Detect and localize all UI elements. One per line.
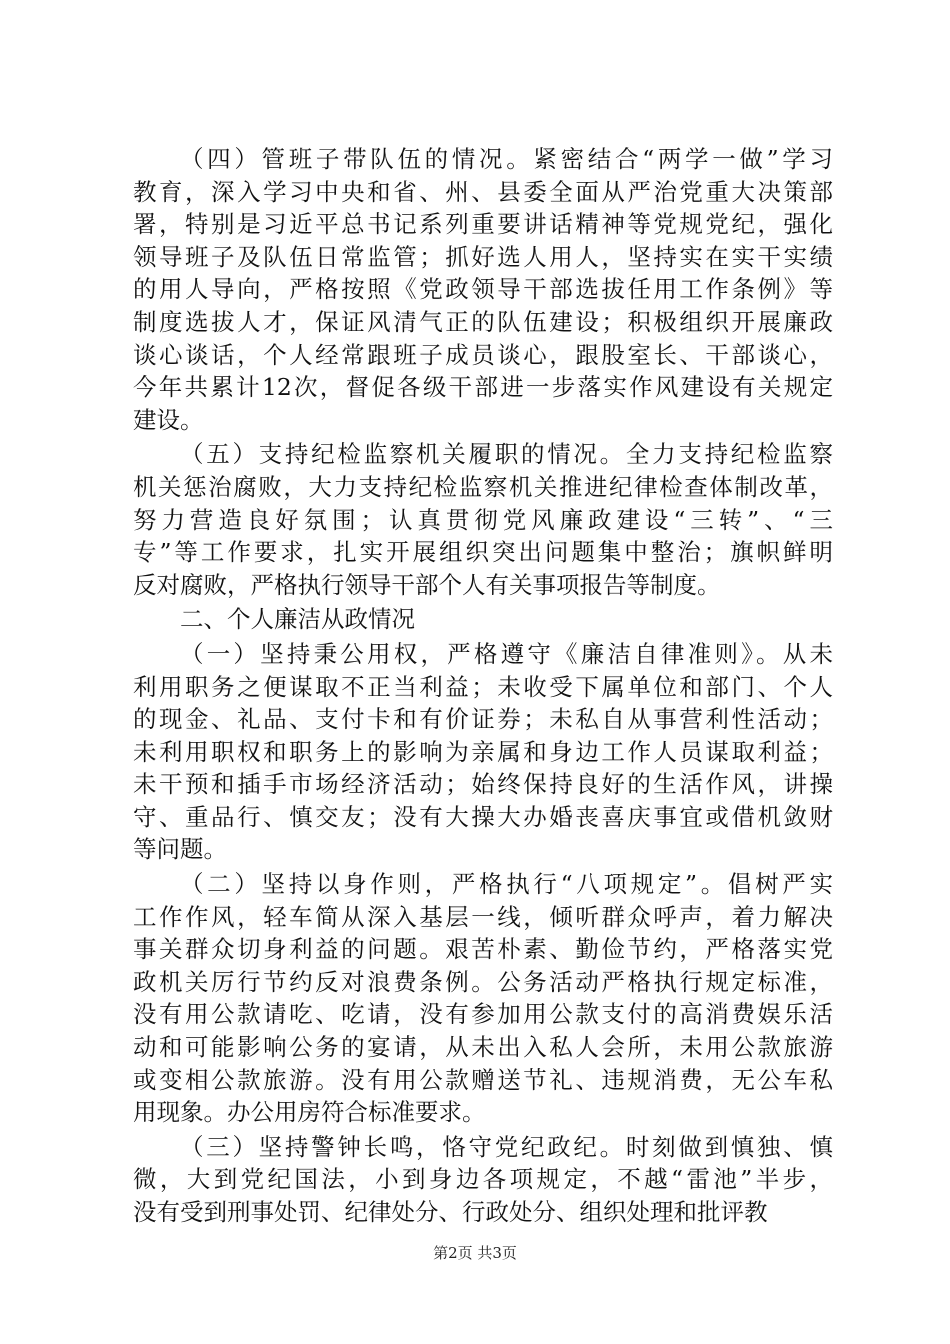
paragraph: [133, 868, 833, 1129]
paragraph-gap: [133, 1229, 833, 1231]
text-line: 今年共累计12次，督促各级干部进一步落实作风建设有关规定: [133, 373, 833, 402]
text-line: 二、个人廉洁从政情况: [180, 605, 415, 634]
text-line: （四）管班子带队伍的情况。紧密结合“两学一做”学习: [180, 145, 833, 173]
text-line: 事关群众切身利益的问题。艰苦朴素、勤俭节约，严格落实党: [133, 935, 833, 964]
text-line: 或变相公款旅游。没有用公款赠送节礼、违规消费，无公车私: [133, 1065, 833, 1094]
text-line: 领导班子及队伍日常监管；抓好选人用人，坚持实在实干实绩: [133, 242, 833, 271]
text-line: 政机关厉行节约反对浪费条例。公务活动严格执行规定标准，: [133, 967, 833, 996]
text-line: 反对腐败，严格执行领导干部个人有关事项报告等制度。: [133, 570, 721, 599]
text-line: （一）坚持秉公用权，严格遵守《廉洁自律准则》。从未: [180, 639, 833, 668]
text-line: 微，大到党纪国法，小到身边各项规定，不越“雷池”半步，: [133, 1165, 833, 1194]
text-line: 未干预和插手市场经济活动；始终保持良好的生活作风，讲操: [133, 770, 833, 799]
text-line: 教育，深入学习中央和省、州、县委全面从严治党重大决策部: [133, 177, 833, 206]
text-line: 的现金、礼品、支付卡和有价证券；未私自从事营利性活动；: [133, 705, 833, 734]
text-line: 努力营造良好氛围；认真贯彻党风廉政建设“三转”、“三: [133, 505, 833, 534]
text-line: 没有受到刑事处罚、纪律处分、行政处分、组织处理和批评教: [133, 1198, 768, 1226]
text-line: （三）坚持警钟长鸣，恪守党纪政纪。时刻做到慎独、慎: [180, 1132, 833, 1161]
text-line: （二）坚持以身作则，严格执行“八项规定”。倡树严实: [180, 870, 833, 899]
text-line: 没有用公款请吃、吃请，没有参加用公款支付的高消费娱乐活: [133, 1000, 833, 1029]
text-line: 专”等工作要求，扎实开展组织突出问题集中整治；旗帜鲜明: [133, 538, 833, 567]
document-body: [133, 143, 833, 1231]
text-line: 动和可能影响公务的宴请，从未出入私人会所，未用公款旅游: [133, 1033, 833, 1062]
text-line: （五）支持纪检监察机关履职的情况。全力支持纪检监察: [180, 440, 833, 469]
text-line: 工作作风，轻车简从深入基层一线，倾听群众呼声，着力解决: [133, 902, 833, 931]
text-line: 等问题。: [133, 835, 227, 864]
paragraph: [133, 603, 833, 636]
text-line: 的用人导向，严格按照《党政领导干部选拔任用工作条例》等: [133, 275, 833, 304]
text-line: 利用职务之便谋取不正当利益；未收受下属单位和部门、个人: [133, 672, 833, 701]
text-line: 建设。: [133, 405, 204, 434]
text-line: 谈心谈话，个人经常跟班子成员谈心，跟股室长、干部谈心，: [133, 340, 833, 369]
text-line: 制度选拔人才，保证风清气正的队伍建设；积极组织开展廉政: [133, 307, 833, 336]
text-line: 署，特别是习近平总书记系列重要讲话精神等党规党纪，强化: [133, 210, 833, 239]
paragraph: [133, 638, 833, 866]
paragraph: [133, 143, 833, 436]
paragraph: [133, 438, 833, 601]
text-line: 机关惩治腐败，大力支持纪检监察机关推进纪律检查体制改革，: [133, 472, 833, 501]
text-line: 未利用职权和职务上的影响为亲属和身边工作人员谋取利益；: [133, 737, 833, 766]
page-footer: 第2页 共3页: [433, 1244, 517, 1262]
text-line: 用现象。办公用房符合标准要求。: [133, 1098, 486, 1127]
paragraph: [133, 1131, 833, 1229]
text-line: 守、重品行、慎交友；没有大操大办婚丧喜庆事宜或借机敛财: [133, 802, 833, 831]
